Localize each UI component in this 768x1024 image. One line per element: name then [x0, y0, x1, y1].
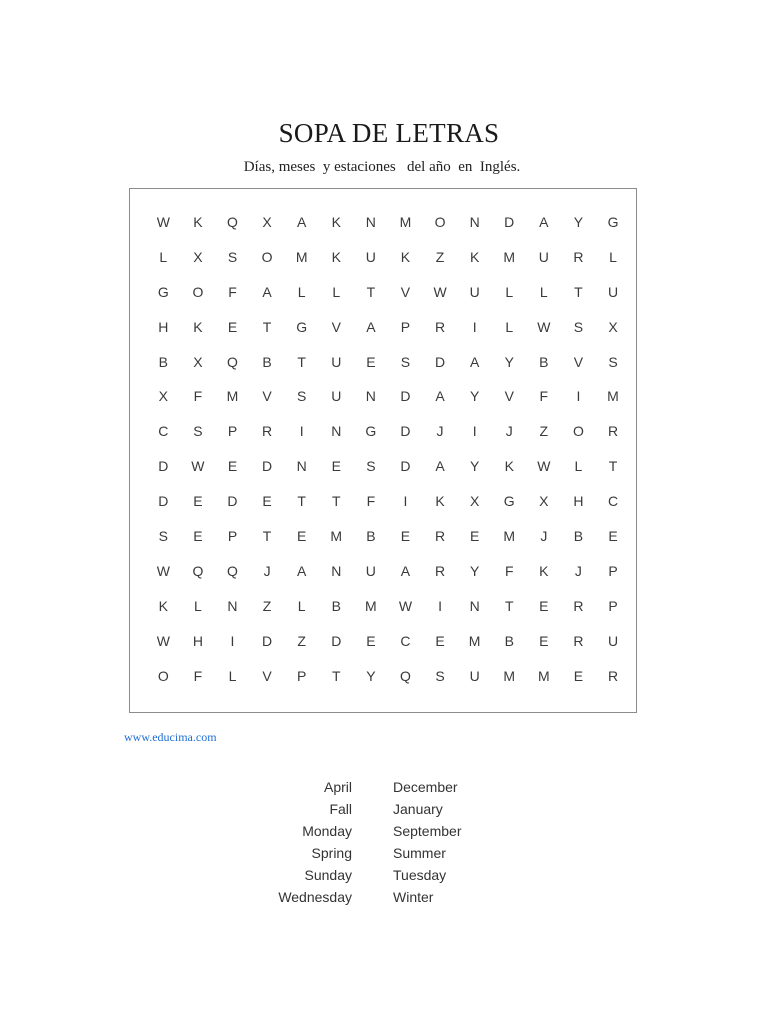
grid-cell: M [503, 248, 516, 265]
grid-cell: Y [469, 562, 480, 579]
grid-cell: S [608, 353, 618, 370]
grid-cell: K [435, 493, 445, 510]
grid-cell: P [227, 528, 238, 545]
grid-cell: V [262, 388, 272, 405]
grid-cell: Y [469, 458, 480, 475]
word-list-item: Spring [311, 845, 352, 861]
grid-cell: E [262, 493, 272, 510]
grid-cell: J [574, 562, 582, 579]
grid-cell: A [435, 458, 445, 475]
grid-cell: A [297, 562, 307, 579]
grid-cell: B [573, 528, 584, 545]
grid-cell: N [296, 458, 307, 475]
grid-cell: Y [366, 667, 376, 684]
grid-cell: M [365, 597, 377, 614]
grid-cell: K [193, 318, 203, 335]
grid-cell: Y [469, 388, 480, 405]
grid-cell: L [539, 283, 548, 300]
page-title: SOPA DE LETRAS [278, 118, 500, 148]
grid-cell: G [157, 283, 169, 300]
grid-cell: R [434, 528, 446, 545]
source-link[interactable]: www.educima.com [124, 730, 217, 744]
grid-cell: D [434, 353, 446, 370]
grid-cell: M [330, 528, 343, 545]
grid-cell: F [193, 667, 203, 684]
word-list-item: January [393, 801, 443, 817]
grid-cell: U [469, 283, 480, 300]
grid-cell: U [607, 632, 619, 649]
grid-cell: E [539, 597, 549, 614]
grid-cell: D [262, 458, 273, 475]
grid-cell: S [193, 423, 203, 440]
grid-cell: S [366, 458, 376, 475]
page-subtitle: Días, meses y estaciones del año en Inglés. [243, 159, 521, 175]
grid-cell: T [297, 493, 306, 510]
grid-cell: L [193, 597, 202, 614]
grid-cell: N [331, 562, 342, 579]
grid-cell: V [400, 283, 411, 300]
grid-cell: T [366, 283, 376, 300]
grid-cell: F [539, 388, 549, 405]
grid-cell: T [608, 458, 618, 475]
grid-cell: H [158, 318, 169, 335]
grid-cell: O [572, 423, 584, 440]
grid-cell: M [503, 528, 516, 545]
grid-cell: I [403, 493, 408, 510]
grid-cell: G [607, 214, 619, 230]
grid-cell: B [262, 353, 272, 370]
grid-cell: J [505, 423, 513, 440]
grid-cell: B [504, 632, 514, 649]
grid-cell: V [504, 388, 514, 405]
grid-cell: P [400, 318, 411, 335]
grid-cell: Q [192, 562, 204, 579]
grid-cell: D [331, 632, 342, 649]
grid-cell: T [262, 318, 272, 335]
word-list-item: Tuesday [393, 867, 447, 883]
grid-cell: J [263, 562, 271, 579]
grid-cell: U [607, 283, 619, 300]
grid-cell: W [398, 597, 413, 614]
grid-cell: S [158, 528, 168, 545]
grid-cell: E [193, 493, 203, 510]
grid-cell: T [504, 597, 514, 614]
grid-cell: E [400, 528, 411, 545]
grid-cell: E [539, 632, 549, 649]
grid-cell: N [331, 423, 342, 440]
grid-cell: H [573, 493, 584, 510]
grid-cell: M [503, 667, 516, 684]
grid-cell: W [537, 458, 551, 475]
grid-cell: K [193, 214, 203, 230]
word-list-item: Sunday [304, 867, 352, 883]
grid-cell: B [539, 353, 549, 370]
grid-cell: D [504, 214, 515, 230]
grid-cell: V [262, 667, 272, 684]
grid-cell: U [365, 562, 376, 579]
grid-cell: O [192, 283, 204, 300]
grid-cell: M [399, 214, 412, 230]
word-list-item: Winter [393, 889, 434, 905]
grid-cell: X [158, 388, 168, 405]
grid-cell: H [192, 632, 203, 649]
grid-cell: D [400, 423, 411, 440]
grid-cell: N [365, 214, 376, 230]
word-list-item: December [393, 779, 458, 795]
grid-cell: I [472, 423, 477, 440]
grid-cell: K [539, 562, 549, 579]
grid-cell: E [227, 458, 238, 475]
grid-cell: S [297, 388, 307, 405]
word-list-item: Monday [302, 823, 352, 839]
grid-cell: X [539, 493, 549, 510]
word-list-item: Summer [393, 845, 446, 861]
grid-cell: T [331, 493, 341, 510]
grid-cell: M [537, 667, 550, 684]
grid-cell: X [469, 493, 480, 510]
grid-cell: L [159, 248, 168, 265]
grid-cell: U [469, 667, 480, 684]
grid-cell: T [262, 528, 272, 545]
grid-cell: W [191, 458, 205, 475]
grid-cell: X [193, 248, 203, 265]
grid-cell: P [608, 597, 618, 614]
grid-cell: T [297, 353, 306, 370]
grid-cell: A [539, 214, 549, 230]
grid-cell: W [156, 214, 170, 230]
grid-cell: N [469, 214, 480, 230]
grid-cell: D [400, 458, 411, 475]
grid-cell: J [436, 423, 444, 440]
grid-cell: G [296, 318, 308, 335]
grid-cell: I [576, 388, 581, 405]
grid-cell: R [607, 423, 619, 440]
grid-cell: L [297, 283, 306, 300]
grid-cell: U [365, 248, 376, 265]
grid-cell: C [158, 423, 169, 440]
grid-cell: A [469, 353, 480, 370]
grid-cell: K [158, 597, 168, 614]
grid-cell: E [297, 528, 307, 545]
grid-cell: S [400, 353, 411, 370]
grid-cell: Q [227, 562, 238, 579]
grid-cell: N [469, 597, 480, 614]
grid-cell: N [365, 388, 376, 405]
word-search-grid [146, 205, 630, 693]
grid-cell: D [158, 493, 169, 510]
grid-cell: V [331, 318, 341, 335]
grid-cell: L [228, 667, 237, 684]
grid-cell: I [438, 597, 442, 614]
grid-cell: D [262, 632, 273, 649]
grid-cell: W [433, 283, 447, 300]
grid-cell: R [573, 248, 584, 265]
grid-cell: I [299, 423, 304, 440]
grid-cell: S [573, 318, 584, 335]
grid-cell: D [227, 493, 238, 510]
grid-cell: Q [227, 214, 238, 230]
grid-cell: Z [262, 597, 272, 614]
grid-cell: Z [297, 632, 306, 649]
grid-cell: L [505, 283, 514, 300]
grid-cell: D [158, 458, 169, 475]
grid-cell: N [227, 597, 238, 614]
grid-cell: E [608, 528, 618, 545]
grid-cell: P [227, 423, 238, 440]
grid-cell: R [434, 562, 446, 579]
grid-cell: S [435, 667, 445, 684]
grid-cell: G [365, 423, 377, 440]
grid-cell: P [297, 667, 307, 684]
grid-cell: Y [504, 353, 514, 370]
grid-cell: F [504, 562, 514, 579]
grid-cell: Y [573, 214, 584, 230]
grid-cell: A [262, 283, 272, 300]
word-list-item: April [323, 779, 352, 795]
grid-cell: E [469, 528, 480, 545]
grid-cell: K [331, 248, 341, 265]
grid-cell: R [573, 632, 584, 649]
grid-cell: K [504, 458, 514, 475]
grid-cell: U [538, 248, 549, 265]
grid-cell: C [607, 493, 619, 510]
grid-cell: A [435, 388, 445, 405]
grid-cell: I [472, 318, 477, 335]
grid-cell: L [505, 318, 514, 335]
grid-cell: O [157, 667, 169, 684]
grid-cell: E [227, 318, 238, 335]
grid-cell: V [573, 353, 584, 370]
grid-cell: X [262, 214, 272, 230]
grid-cell: F [193, 388, 203, 405]
grid-cell: U [331, 388, 342, 405]
grid-cell: W [537, 318, 551, 335]
grid-cell: E [331, 458, 341, 475]
grid-cell: O [261, 248, 273, 265]
grid-cell: E [366, 353, 376, 370]
grid-cell: G [503, 493, 515, 510]
grid-cell: M [226, 388, 239, 405]
grid-cell: A [297, 214, 307, 230]
grid-cell: R [434, 318, 446, 335]
grid-cell: P [608, 562, 618, 579]
grid-cell: A [400, 562, 411, 579]
grid-cell: T [574, 283, 583, 300]
grid-cell: D [400, 388, 411, 405]
word-list-item: September [393, 823, 462, 839]
grid-cell: E [366, 632, 376, 649]
word-list-right-column [393, 776, 461, 908]
grid-cell: X [193, 353, 203, 370]
grid-cell: M [295, 248, 308, 265]
grid-cell: Q [400, 667, 411, 684]
grid-cell: E [435, 632, 445, 649]
grid-cell: L [332, 283, 341, 300]
grid-cell: K [331, 214, 341, 230]
grid-cell: B [366, 528, 376, 545]
grid-cell: K [400, 248, 411, 265]
word-list-item: Wednesday [278, 889, 352, 905]
word-list-left-column [278, 776, 352, 908]
grid-cell: Z [435, 248, 445, 265]
grid-cell: F [366, 493, 376, 510]
grid-cell: Z [539, 423, 549, 440]
grid-cell: I [230, 632, 235, 649]
grid-cell: R [607, 667, 619, 684]
grid-cell: X [608, 318, 618, 335]
grid-cell: W [156, 562, 170, 579]
word-list-item: Fall [329, 801, 352, 817]
grid-cell: M [607, 388, 619, 405]
grid-cell: M [468, 632, 481, 649]
grid-cell: C [400, 632, 411, 649]
grid-cell: L [297, 597, 306, 614]
grid-cell: W [156, 632, 170, 649]
grid-cell: Q [227, 353, 238, 370]
grid-cell: O [434, 214, 446, 230]
grid-cell: E [193, 528, 203, 545]
grid-cell: B [158, 353, 168, 370]
grid-cell: A [366, 318, 376, 335]
grid-cell: S [227, 248, 238, 265]
grid-cell: E [573, 667, 584, 684]
grid-cell: K [469, 248, 480, 265]
grid-cell: R [262, 423, 273, 440]
grid-cell: L [574, 458, 583, 475]
grid-cell: R [573, 597, 584, 614]
grid-cell: J [540, 528, 548, 545]
grid-cell: L [609, 248, 617, 265]
grid-cell: U [331, 353, 342, 370]
grid-cell: F [228, 283, 237, 300]
grid-cell: T [331, 667, 341, 684]
grid-cell: B [331, 597, 341, 614]
